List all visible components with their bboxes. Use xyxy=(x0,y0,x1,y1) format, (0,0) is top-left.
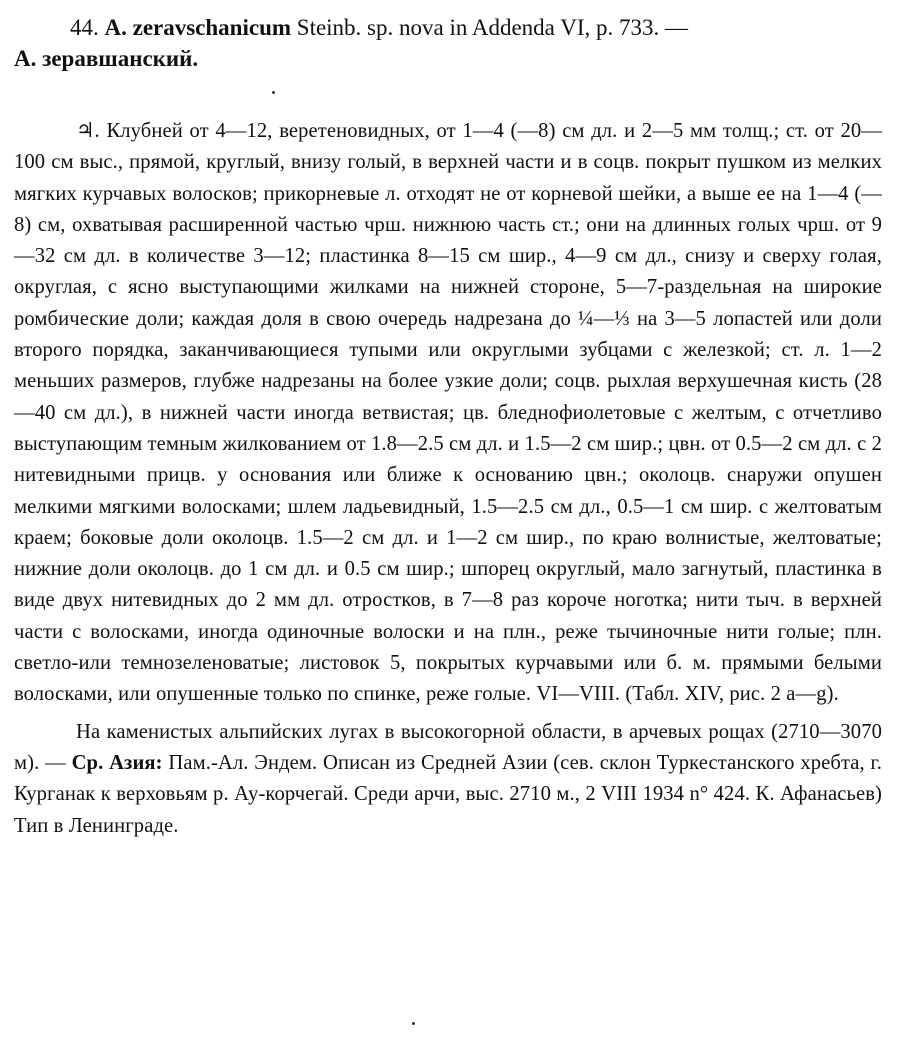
species-number: 44. xyxy=(70,15,99,40)
habitat-text: На каменистых альпийских лугах в высокогорной области, в арчевых рощах (2710—3070 м). — xyxy=(14,720,882,774)
distribution-text: Пам.-Ал. Эндем. Описан из Средней Азии (сев. склон Туркестанского хребта, г. Курганак к верховьям р. Ау-корчегай. Среди арчи, выс. 2710 м., 2 VIII 1934 n° 424. К. Афанасьев) Тип в Ленинграде. xyxy=(14,751,883,837)
species-authority: Steinb. sp. nova in Addenda VI, p. 733. — xyxy=(296,15,688,40)
region-label: Ср. Азия: xyxy=(71,751,163,774)
russian-name: A. зеравшанский. xyxy=(14,46,199,71)
habitat-paragraph xyxy=(14,717,882,842)
life-form-symbol: ♃. xyxy=(76,120,100,142)
species-heading xyxy=(14,12,882,74)
species-name: A. zeravschanicum xyxy=(104,15,292,40)
print-speck xyxy=(272,91,275,94)
description-text: Клубней от 4—12, веретеновидных, от 1—4 (—8) см дл. и 2—5 мм толщ.; ст. от 20—100 см выс., прямой, круглый, внизу голый, в верхней части и в соцв. покрыт пушком из мелких мягких курчавых волосков; прикорневые л. отходят не от корневой шейки, а выше ее на 1—4 (—8) см, охватывая расширенной частью чрш. нижнюю часть ст.; они на длинных голых чрш. от 9—32 см дл. в количестве 3—12; пластинка 8—15 см шир., 4—9 см дл., снизу и сверху голая, округлая, с ясно выступающими жилками на нижней стороне, 5—7-раздельная на широкие ромбические доли; каждая доля в свою очередь надрезана до ¼—⅓ на 3—5 лопастей или доли второго порядка, заканчивающиеся тупыми или округлыми зубцами с железкой; ст. л. 1—2 меньших размеров, глубже надрезаны на более узкие доли; соцв. рыхлая верхушечная кисть (28—40 см дл.), в нижней части иногда ветвистая; цв. бледнофиолетовые с желтым, с отчетливо выступающим темным жилкованием от 1.8—2.5 см дл. и 1.5—2 см шир.; цвн. от 0.5—2 см дл. с 2 нитевидными прицв. у основания или ближе к основанию цвн.; околоцв. снаружи опушен мелкими мягкими волосками; шлем ладьевидный, 1.5—2.5 см дл., 0.5—1 см шир. с желтоватым краем; боковые доли околоцв. 1.5—2 см дл. и 1—2 см шир., по краю волнистые, желтоватые; нижние доли околоцв. до 1 см дл. и 0.5 см шир.; шпорец округлый, мало загнутый, пластинка в виде двух нитевидных до 2 мм дл. отростков, в 7—8 раз короче ноготка; нити тыч. в верхней части с волосками, иногда одиночные волоски и на плн., реже тычиночные нити голые; плн. светло-или темнозеленоватые; листовок 5, покрытых курчавыми или б. м. прямыми белыми волосками, или опушенные только по спинке, реже голые. VI—VIII. (Табл. XIV, рис. 2 a—g). xyxy=(14,120,882,706)
species-description xyxy=(14,116,882,711)
print-speck xyxy=(412,1022,415,1025)
